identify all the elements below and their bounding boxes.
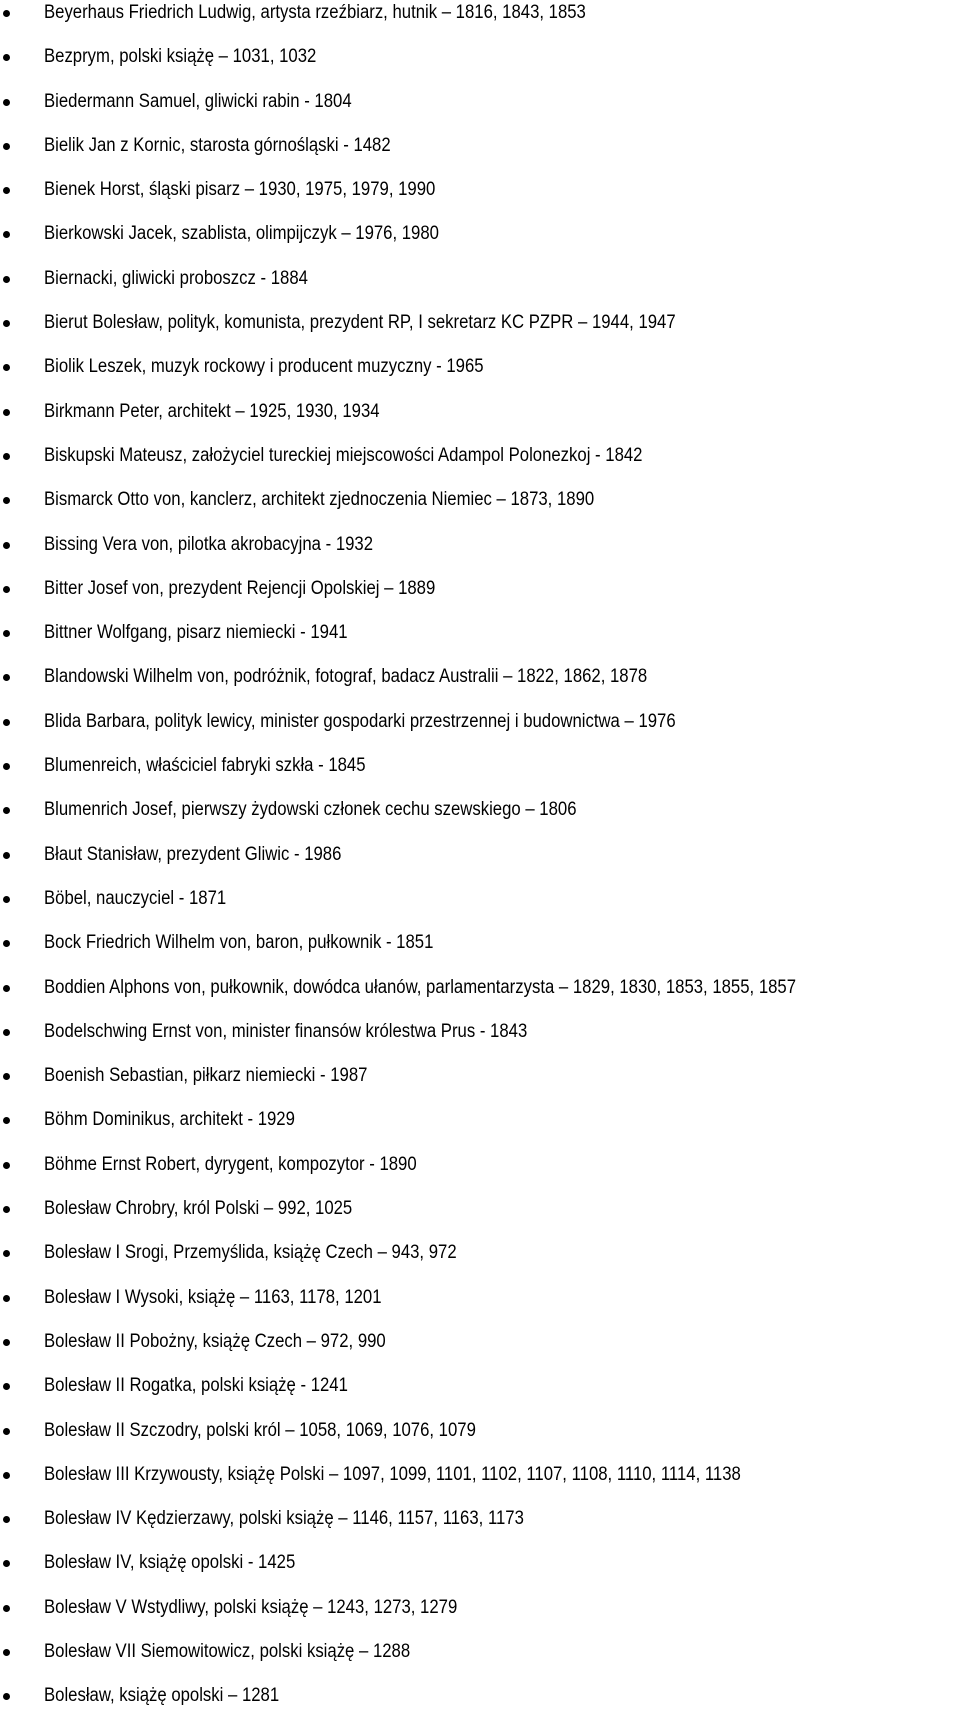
bullet-icon <box>3 985 10 992</box>
list-item <box>0 221 960 265</box>
bullet-icon <box>3 1516 10 1523</box>
bullet-icon <box>3 54 10 61</box>
entry-text: Böhm Dominikus, architekt - 1929 <box>44 1109 295 1131</box>
bullet-icon <box>3 1605 10 1612</box>
entry-text: Beyerhaus Friedrich Ludwig, artysta rzeźbiarz, hutnik – 1816, 1843, 1853 <box>44 2 586 23</box>
bullet-icon <box>3 187 10 194</box>
list-item <box>0 1418 960 1462</box>
bullet-icon <box>3 1162 10 1169</box>
list-item <box>0 930 960 974</box>
list-item <box>0 1462 960 1506</box>
bullet-icon <box>3 542 10 549</box>
entry-text: Bolesław VII Siemowitowicz, polski książę – 1288 <box>44 1640 411 1662</box>
entry-text: Blida Barbara, polityk lewicy, minister gospodarki przestrzennej i budownictwa – 1976 <box>44 710 676 732</box>
bullet-icon <box>3 1649 10 1656</box>
list-item <box>0 1639 960 1683</box>
entry-text: Biskupski Mateusz, założyciel tureckiej miejscowości Adampol Polonezkoj - 1842 <box>44 444 643 466</box>
bullet-icon <box>3 320 10 327</box>
bullet-icon <box>3 719 10 726</box>
entry-text: Biernacki, gliwicki proboszcz - 1884 <box>44 267 308 289</box>
entry-text: Boddien Alphons von, pułkownik, dowódca ułanów, parlamentarzysta – 1829, 1830, 1853, 1855, 1857 <box>44 976 797 998</box>
list-item <box>0 1196 960 1240</box>
list-item <box>0 842 960 886</box>
list-item <box>0 177 960 221</box>
bullet-icon <box>3 143 10 150</box>
list-item <box>0 1550 960 1594</box>
list-item <box>0 1329 960 1373</box>
list-item <box>0 443 960 487</box>
entry-text: Bissing Vera von, pilotka akrobacyjna - 1932 <box>44 533 374 555</box>
entry-text: Bolesław I Wysoki, książę – 1163, 1178, 1201 <box>44 1286 382 1308</box>
entry-text: Blandowski Wilhelm von, podróżnik, fotograf, badacz Australii – 1822, 1862, 1878 <box>44 666 648 688</box>
bullet-icon <box>3 807 10 814</box>
list-item <box>0 44 960 88</box>
bullet-icon <box>3 1029 10 1036</box>
bullet-icon <box>3 763 10 770</box>
bullet-icon <box>3 896 10 903</box>
bullet-icon <box>3 231 10 238</box>
bullet-icon <box>3 940 10 947</box>
entry-text: Bittner Wolfgang, pisarz niemiecki - 1941 <box>44 622 348 644</box>
bullet-icon <box>3 453 10 460</box>
bullet-icon <box>3 1073 10 1080</box>
list-item <box>0 886 960 930</box>
bullet-icon <box>3 586 10 593</box>
list-item <box>0 1063 960 1107</box>
bullet-icon <box>3 1693 10 1700</box>
bullet-icon <box>3 1560 10 1567</box>
list-item <box>0 1019 960 1063</box>
list-item <box>0 709 960 753</box>
list-item <box>0 310 960 354</box>
list-item <box>0 975 960 1019</box>
entry-text: Birkmann Peter, architekt – 1925, 1930, 1934 <box>44 400 380 422</box>
entry-text: Bolesław II Pobożny, książę Czech – 972, 990 <box>44 1330 386 1352</box>
entry-text: Bolesław IV, książę opolski - 1425 <box>44 1552 296 1574</box>
bullet-icon <box>3 1428 10 1435</box>
entry-text: Bezprym, polski książę – 1031, 1032 <box>44 46 317 68</box>
list-item <box>0 1373 960 1417</box>
entry-text: Bismarck Otto von, kanclerz, architekt zjednoczenia Niemiec – 1873, 1890 <box>44 489 595 511</box>
bullet-icon <box>3 1339 10 1346</box>
bullet-icon <box>3 852 10 859</box>
entry-text: Biolik Leszek, muzyk rockowy i producent muzyczny - 1965 <box>44 356 484 378</box>
bullet-icon <box>3 497 10 504</box>
entry-text: Bolesław II Rogatka, polski książę - 1241 <box>44 1375 348 1397</box>
bullet-icon <box>3 1295 10 1302</box>
list-item <box>0 797 960 841</box>
list-item <box>0 532 960 576</box>
list-item <box>0 89 960 133</box>
list-item <box>0 133 960 177</box>
bullet-icon <box>3 276 10 283</box>
list-item <box>0 1595 960 1639</box>
bullet-icon <box>3 409 10 416</box>
entry-text: Boenish Sebastian, piłkarz niemiecki - 1987 <box>44 1065 368 1087</box>
bullet-icon <box>3 10 10 17</box>
list-item <box>0 354 960 398</box>
bullet-icon <box>3 674 10 681</box>
entry-text: Blumenreich, właściciel fabryki szkła - 1845 <box>44 755 366 777</box>
list-item <box>0 0 960 44</box>
entry-text: Böbel, nauczyciel - 1871 <box>44 887 227 909</box>
list-item <box>0 1152 960 1196</box>
entry-text: Biedermann Samuel, gliwicki rabin - 1804 <box>44 90 352 112</box>
list-item <box>0 399 960 443</box>
bullet-icon <box>3 1206 10 1213</box>
bullet-icon <box>3 1383 10 1390</box>
entry-text: Bolesław III Krzywousty, książę Polski – 1097, 1099, 1101, 1102, 1107, 1108, 1110, 1114, 1138 <box>44 1463 741 1485</box>
list-item <box>0 266 960 310</box>
list-item <box>0 487 960 531</box>
entry-text: Błaut Stanisław, prezydent Gliwic - 1986 <box>44 843 342 865</box>
entry-text: Bock Friedrich Wilhelm von, baron, pułkownik - 1851 <box>44 932 434 954</box>
bullet-icon <box>3 630 10 637</box>
bullet-icon <box>3 99 10 106</box>
list-item <box>0 1107 960 1151</box>
entry-text: Bolesław, książę opolski – 1281 <box>44 1685 280 1707</box>
list-item <box>0 620 960 664</box>
entry-text: Bolesław IV Kędzierzawy, polski książę – 1146, 1157, 1163, 1173 <box>44 1508 524 1530</box>
bullet-icon <box>3 1117 10 1124</box>
list-item <box>0 1240 960 1284</box>
entry-text: Bienek Horst, śląski pisarz – 1930, 1975, 1979, 1990 <box>44 179 436 201</box>
entry-text: Bolesław V Wstydliwy, polski książę – 1243, 1273, 1279 <box>44 1596 458 1618</box>
entry-text: Bolesław II Szczodry, polski król – 1058, 1069, 1076, 1079 <box>44 1419 476 1441</box>
entry-text: Bolesław I Srogi, Przemyślida, książę Czech – 943, 972 <box>44 1242 457 1264</box>
list-item <box>0 753 960 797</box>
entry-text: Böhme Ernst Robert, dyrygent, kompozytor - 1890 <box>44 1153 417 1175</box>
list-item <box>0 1683 960 1727</box>
entry-text: Bielik Jan z Kornic, starosta górnośląski - 1482 <box>44 134 391 156</box>
entry-text: Blumenrich Josef, pierwszy żydowski członek cechu szewskiego – 1806 <box>44 799 577 821</box>
entry-text: Bodelschwing Ernst von, minister finansów królestwa Prus - 1843 <box>44 1020 528 1042</box>
bullet-icon <box>3 364 10 371</box>
list-item <box>0 1506 960 1550</box>
entry-text: Bierut Bolesław, polityk, komunista, prezydent RP, I sekretarz KC PZPR – 1944, 1947 <box>44 312 676 334</box>
list-item <box>0 576 960 620</box>
bullet-icon <box>3 1250 10 1257</box>
list-item <box>0 664 960 708</box>
entry-text: Bitter Josef von, prezydent Rejencji Opolskiej – 1889 <box>44 577 436 599</box>
entry-text: Bierkowski Jacek, szablista, olimpijczyk – 1976, 1980 <box>44 223 439 245</box>
list-item <box>0 1285 960 1329</box>
bullet-icon <box>3 1472 10 1479</box>
entry-text: Bolesław Chrobry, król Polski – 992, 1025 <box>44 1198 353 1220</box>
